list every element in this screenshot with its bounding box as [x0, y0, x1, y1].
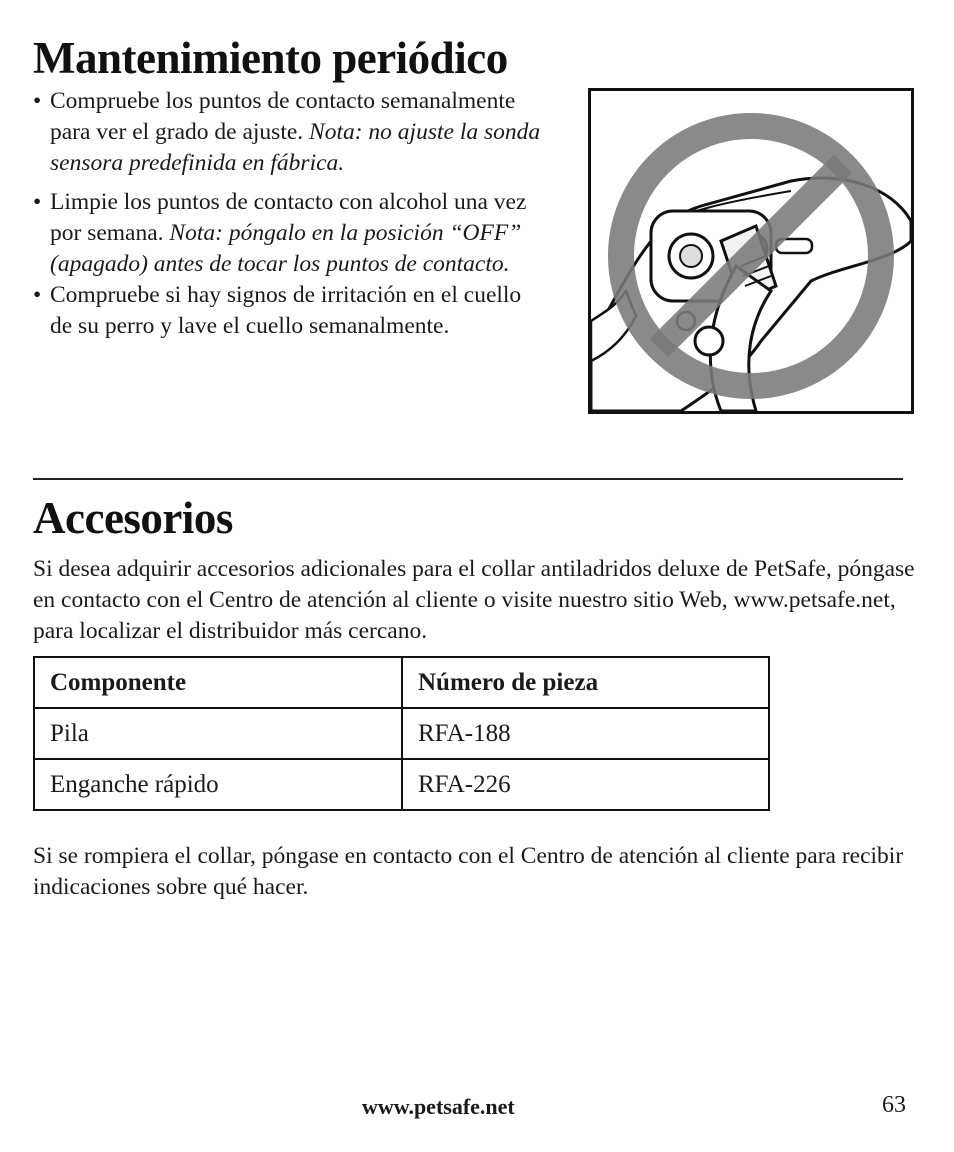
- maintenance-bullet: • Limpie los puntos de contacto con alcohol una vez por semana. Nota: póngalo en la posición “OFF” (apagado) antes de tocar los puntos de contacto.: [33, 187, 543, 280]
- table-cell: RFA-188: [402, 708, 769, 759]
- table-cell: Enganche rápido: [34, 759, 402, 810]
- accessories-intro: Si desea adquirir accesorios adicionales para el collar antiladridos deluxe de PetSafe, póngase en contacto con el Centro de atención al cliente o visite nuestro sitio Web, www.petsafe.net, para localizar el distribuidor más cercano.: [33, 556, 915, 644]
- table-row: [34, 708, 769, 759]
- table-cell: Pila: [34, 708, 402, 759]
- note-text: Nota: póngalo en la posición “OFF” (apagado) antes de tocar los puntos de contacto.: [50, 220, 522, 277]
- accessories-table: [33, 656, 770, 811]
- section-divider: [33, 478, 903, 480]
- no-tool-adjust-prohibited-icon: [591, 91, 911, 411]
- table-row: [34, 759, 769, 810]
- table-header-cell: Componente: [34, 657, 402, 708]
- maintenance-bullet: • Compruebe si hay signos de irritación en el cuello de su perro y lave el cuello semanalmente.: [33, 280, 543, 342]
- note-text: Nota: no ajuste la sonda sensora predefinida en fábrica.: [50, 119, 541, 176]
- section-title-accessories: Accesorios: [33, 493, 233, 543]
- table-header-cell: Número de pieza: [402, 657, 769, 708]
- table-cell: RFA-226: [402, 759, 769, 810]
- accessories-outro: Si se rompiera el collar, póngase en contacto con el Centro de atención al cliente para recibir indicaciones sobre qué hacer.: [33, 843, 904, 900]
- maintenance-bullet-list: [33, 86, 543, 342]
- maintenance-bullet: • Compruebe los puntos de contacto semanalmente para ver el grado de ajuste. Nota: no ajuste la sonda sensora predefinida en fábrica.: [33, 86, 543, 179]
- page-number: 63: [882, 1092, 906, 1118]
- footer-url: www.petsafe.net: [362, 1094, 515, 1119]
- section-title-maintenance: Mantenimiento periódico: [33, 33, 508, 83]
- table-header-row: [34, 657, 769, 708]
- no-tool-adjust-illustration: [588, 88, 914, 414]
